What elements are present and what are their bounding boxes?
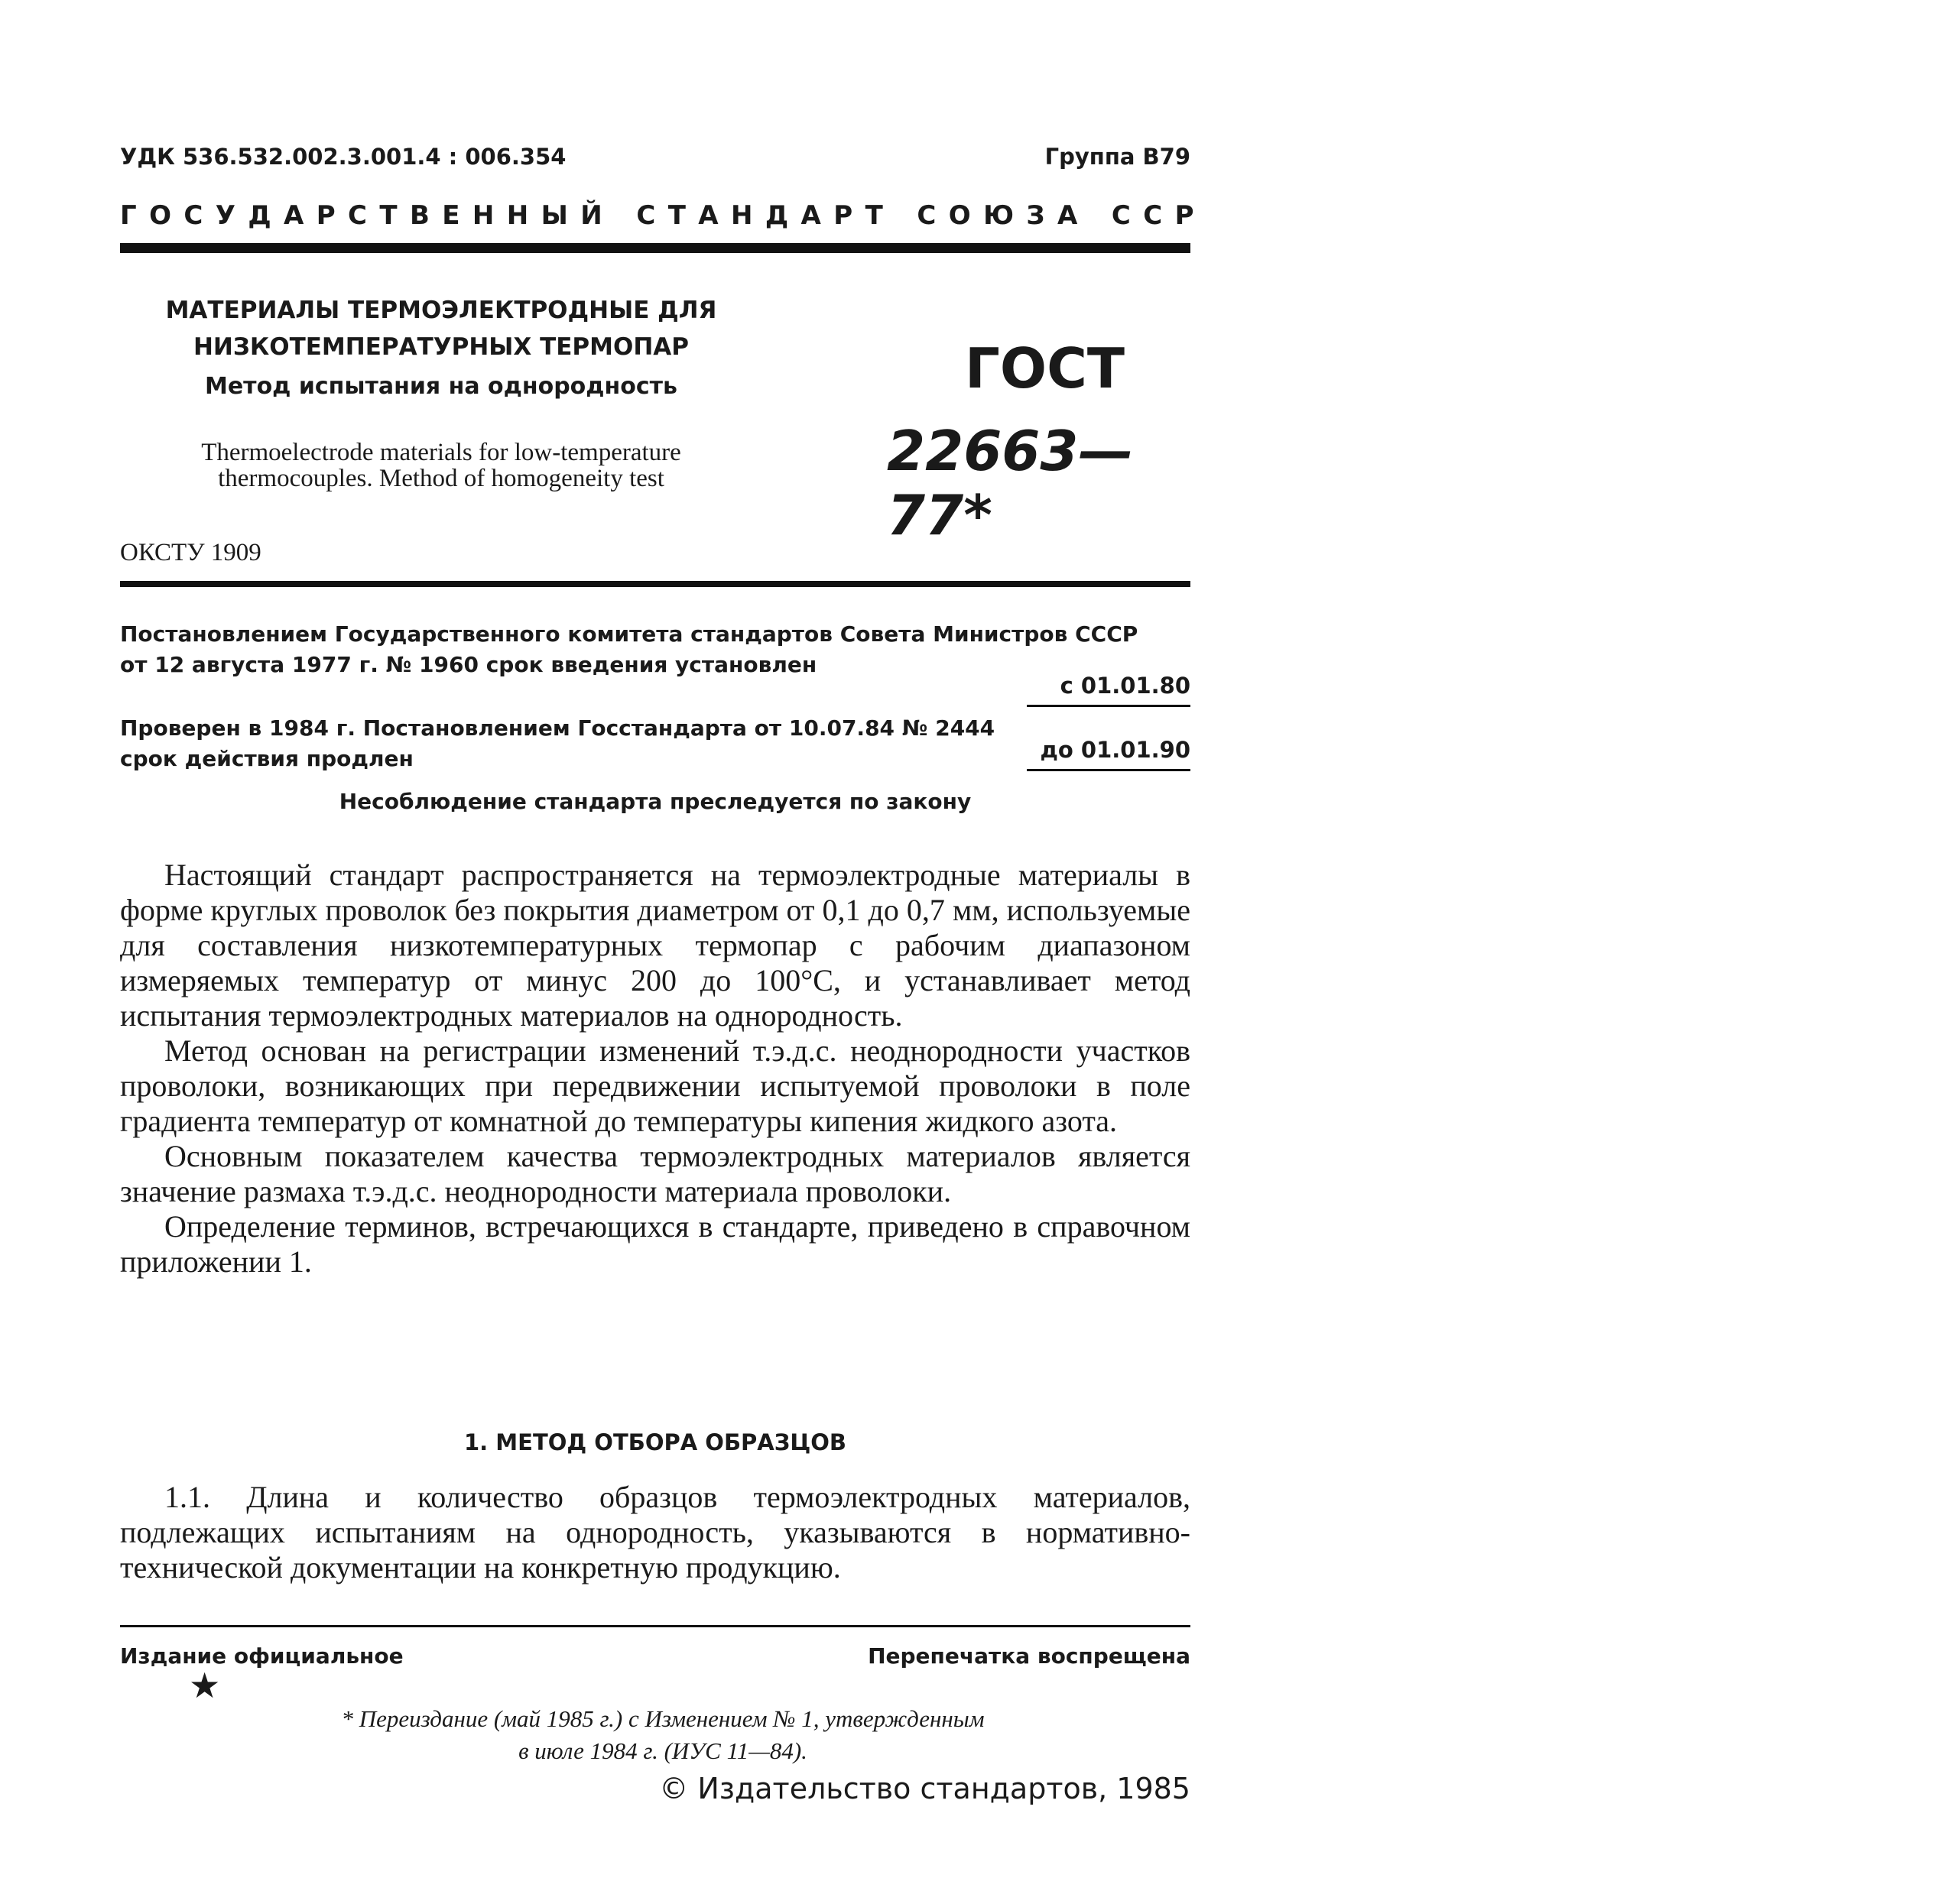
footnote-line1: * Переиздание (май 1985 г.) с Изменением № 1, утвержденным bbox=[341, 1705, 985, 1732]
section-1-title: 1. МЕТОД ОТБОРА ОБРАЗЦОВ bbox=[463, 1429, 847, 1455]
document-page bbox=[120, 0, 1206, 1904]
decree-line1: Постановлением Государственного комитета стандартов Совета Министров СССР bbox=[120, 621, 1138, 647]
state-standard-heading: ГОСУДАРСТВЕННЫЙ СТАНДАРТ СОЮЗА ССР bbox=[120, 200, 1206, 231]
title-ru-line1: МАТЕРИАЛЫ ТЕРМОЭЛЕКТРОДНЫЕ ДЛЯ bbox=[165, 297, 717, 324]
checked-line1: Проверен в 1984 г. Постановлением Госстандарта от 10.07.84 № 2444 bbox=[120, 715, 995, 741]
official-edition: Издание официальное bbox=[120, 1643, 404, 1669]
copyright: © Издательство стандартов, 1985 bbox=[659, 1772, 1190, 1805]
okstu-code: ОКСТУ 1909 bbox=[120, 539, 261, 566]
date-from: с 01.01.80 bbox=[1027, 673, 1190, 707]
gost-label: ГОСТ bbox=[965, 336, 1125, 401]
intro-text bbox=[120, 858, 1190, 1280]
header-divider bbox=[120, 243, 1190, 253]
paragraph-3: Основным показателем качества термоэлектродных материалов является значение размаха т.э.д.с. неоднородности материала проволоки. bbox=[120, 1139, 1190, 1208]
title-divider bbox=[120, 581, 1190, 587]
paragraph-5: 1.1. Длина и количество образцов термоэлектродных материалов, подлежащих испытаниям на однородность, указываются в нормативно-технической документации на конкретную продукцию. bbox=[120, 1480, 1190, 1585]
footnote-line2: в июле 1984 г. (ИУС 11—84). bbox=[518, 1737, 807, 1764]
reprint-prohibited: Перепечатка воспрещена bbox=[868, 1643, 1190, 1669]
section-1-text bbox=[120, 1480, 1190, 1585]
udk-code: УДК 536.532.002.3.001.4 : 006.354 bbox=[120, 144, 567, 170]
title-ru-line2: НИЗКОТЕМПЕРАТУРНЫХ ТЕРМОПАР bbox=[193, 333, 690, 361]
method-title-ru: Метод испытания на однородность bbox=[204, 373, 677, 400]
star-icon: ★ bbox=[189, 1665, 221, 1706]
paragraph-1: Настоящий стандарт распространяется на термоэлектродные материалы в форме круглых проволок без покрытия диаметром от 0,1 до 0,7 мм, используемые для составления низкотемпературных термопар с рабочим диапазоном измеряемых температур от минус 200 до 100°С, и устанавливает метод испытания термоэлектродных материалов на однородность. bbox=[120, 858, 1190, 1033]
decree-line2: от 12 августа 1977 г. № 1960 срок введения установлен bbox=[120, 652, 817, 677]
footer-divider bbox=[120, 1625, 1190, 1627]
paragraph-2: Метод основан на регистрации изменений т.э.д.с. неоднородности участков проволоки, возникающих при передвижении испытуемой проволоки в поле градиента температур от комнатной до температуры кипения жидкого азота. bbox=[120, 1033, 1190, 1138]
gost-number: 22663—77* bbox=[887, 419, 1134, 547]
title-en-line1: Thermoelectrode materials for low-temperature bbox=[201, 439, 681, 466]
date-to: до 01.01.90 bbox=[1027, 737, 1190, 771]
title-en-line2: thermocouples. Method of homogeneity test bbox=[218, 465, 664, 492]
paragraph-4: Определение терминов, встречающихся в стандарте, приведено в справочном приложении 1. bbox=[120, 1209, 1190, 1279]
legal-warning: Несоблюдение стандарта преследуется по закону bbox=[339, 789, 972, 814]
document-title-en bbox=[120, 440, 762, 491]
checked-text bbox=[120, 713, 1007, 774]
document-title-ru bbox=[120, 292, 762, 365]
decree-text bbox=[120, 619, 1190, 680]
group-code: Группа В79 bbox=[1044, 144, 1190, 170]
effective-date bbox=[1027, 673, 1190, 707]
checked-line2: срок действия продлен bbox=[120, 746, 414, 771]
reissue-footnote bbox=[235, 1703, 1091, 1767]
extended-date bbox=[1027, 737, 1190, 771]
